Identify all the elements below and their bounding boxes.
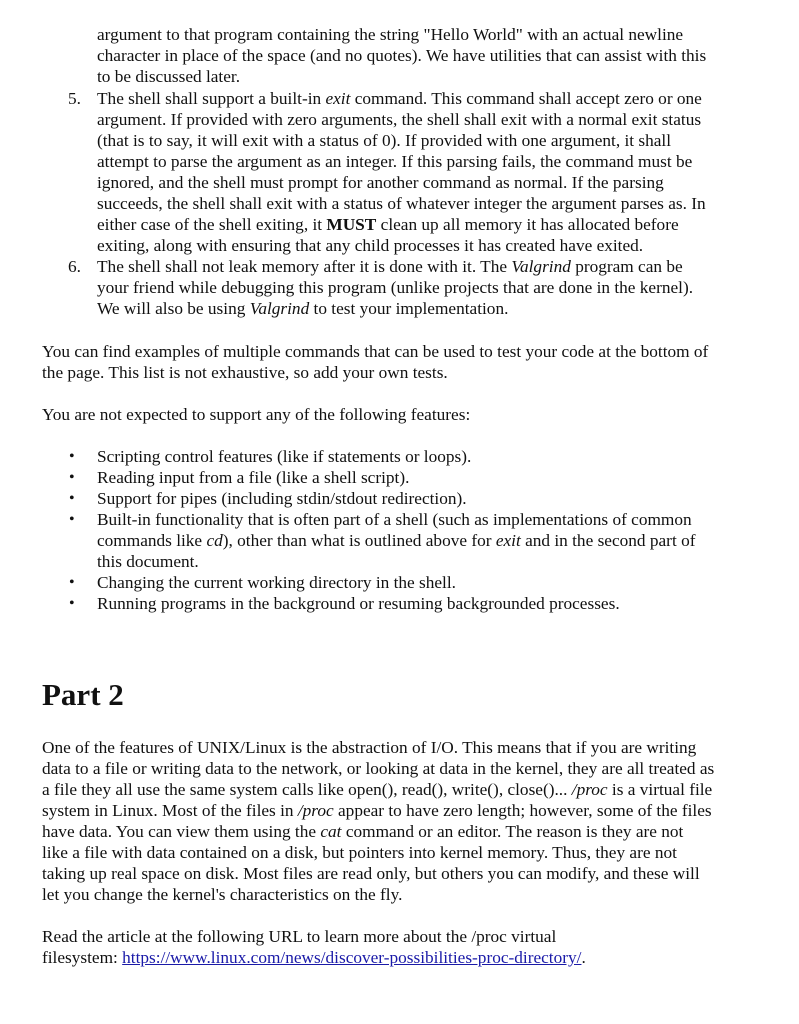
bullet-icon: •	[69, 511, 75, 528]
item5-line-5: ignored, and the shell must prompt for another command as normal. If the parsing	[97, 173, 664, 192]
item5-line-2: argument. If provided with zero arguments, the shell shall exit with a normal exit status	[97, 110, 702, 129]
part2-p2-line-1: Read the article at the following URL to learn more about the /proc virtual	[42, 927, 557, 946]
item6-line-1: The shell shall not leak memory after it is done with it. The Valgrind program can be	[97, 257, 683, 276]
item5-number: 5.	[68, 89, 81, 108]
bullet-item-builtins-line-3: this document.	[97, 552, 199, 571]
bullet-item-background: Running programs in the background or resuming backgrounded processes.	[97, 594, 620, 613]
part2-p1-line-8: let you change the kernel's characteristics on the fly.	[42, 885, 403, 904]
valgrind-italic-2: Valgrind	[249, 299, 310, 318]
must-emphasis: MUST	[326, 215, 377, 234]
bullet-item-builtins-line-2: commands like cd), other than what is outlined above for exit and in the second part of	[97, 531, 696, 550]
part2-heading: Part 2	[42, 677, 124, 712]
bullet-icon: •	[69, 448, 75, 465]
cd-italic: cd	[206, 531, 223, 550]
exit-italic: exit	[495, 531, 521, 550]
item5-line-6: succeeds, the shell shall exit with a status of whatever integer the argument parses as. In	[97, 194, 706, 213]
item6-line-2: your friend while debugging this program (unlike projects that are done in the kernel).	[97, 278, 694, 297]
part2-p1-line-7: taking up real space on disk. Most files are read only, but others you can modify, and these will	[42, 864, 700, 883]
bullet-item-reading-input: Reading input from a file (like a shell script).	[97, 468, 410, 487]
item4-line-3: to be discussed later.	[97, 67, 241, 86]
item5-line-4: attempt to parse the argument as an integer. If this parsing fails, the command must be	[97, 152, 693, 171]
proc-article-link[interactable]: https://www.linux.com/news/discover-possibilities-proc-directory/	[122, 948, 582, 967]
bullet-icon: •	[69, 595, 75, 612]
part2-p1-line-3: a file they all use the same system calls like open(), read(), write(), close()... /proc is a virtual file	[42, 780, 713, 799]
item6-line-3: We will also be using Valgrind to test your implementation.	[97, 299, 509, 318]
cat-italic: cat	[320, 822, 342, 841]
part2-p1-line-2: data to a file or writing data to the network, or looking at data in the kernel, they are all treated as	[42, 759, 715, 778]
item5-line-1: The shell shall support a built-in exit command. This command shall accept zero or one	[97, 89, 702, 108]
bullet-item-scripting: Scripting control features (like if statements or loops).	[97, 447, 472, 466]
part2-p2-line-2: filesystem: https://www.linux.com/news/discover-possibilities-proc-directory/.	[42, 948, 586, 967]
bullet-item-pipes: Support for pipes (including stdin/stdout redirection).	[97, 489, 467, 508]
item5-line-7: either case of the shell exiting, it MUST clean up all memory it has allocated before	[97, 215, 679, 234]
part2-p1-line-1: One of the features of UNIX/Linux is the abstraction of I/O. This means that if you are writing	[42, 738, 697, 757]
proc-italic-2: /proc	[297, 801, 334, 820]
item4-line-2: character in place of the space (and no quotes). We have utilities that can assist with this	[97, 46, 707, 65]
item5-line-8: exiting, along with ensuring that any child processes it has created have exited.	[97, 236, 644, 255]
part2-p1-line-6: like a file with data contained on a disk, but pointers into kernel memory. Thus, they are not	[42, 843, 677, 862]
bullet-item-cwd: Changing the current working directory in the shell.	[97, 573, 456, 592]
bullet-item-builtins-line-1: Built-in functionality that is often part of a shell (such as implementations of common	[97, 510, 692, 529]
examples-paragraph-line-2: the page. This list is not exhaustive, so add your own tests.	[42, 363, 448, 382]
item5-line-3: (that is to say, it will exit with a status of 0). If provided with one argument, it shall	[97, 131, 672, 150]
bullet-icon: •	[69, 469, 75, 486]
valgrind-italic: Valgrind	[511, 257, 571, 276]
proc-italic: /proc	[571, 780, 608, 799]
item6-number: 6.	[68, 257, 81, 276]
not-expected-paragraph: You are not expected to support any of the following features:	[42, 405, 471, 424]
bullet-icon: •	[69, 490, 75, 507]
item4-line-1: argument to that program containing the string "Hello World" with an actual newline	[97, 25, 684, 44]
part2-p1-line-4: system in Linux. Most of the files in /proc appear to have zero length; however, some of the files	[42, 801, 712, 820]
exit-command-italic: exit	[325, 89, 351, 108]
examples-paragraph-line-1: You can find examples of multiple commands that can be used to test your code at the bottom of	[42, 342, 709, 361]
part2-p1-line-5: have data. You can view them using the cat command or an editor. The reason is they are not	[42, 822, 684, 841]
bullet-icon: •	[69, 574, 75, 591]
